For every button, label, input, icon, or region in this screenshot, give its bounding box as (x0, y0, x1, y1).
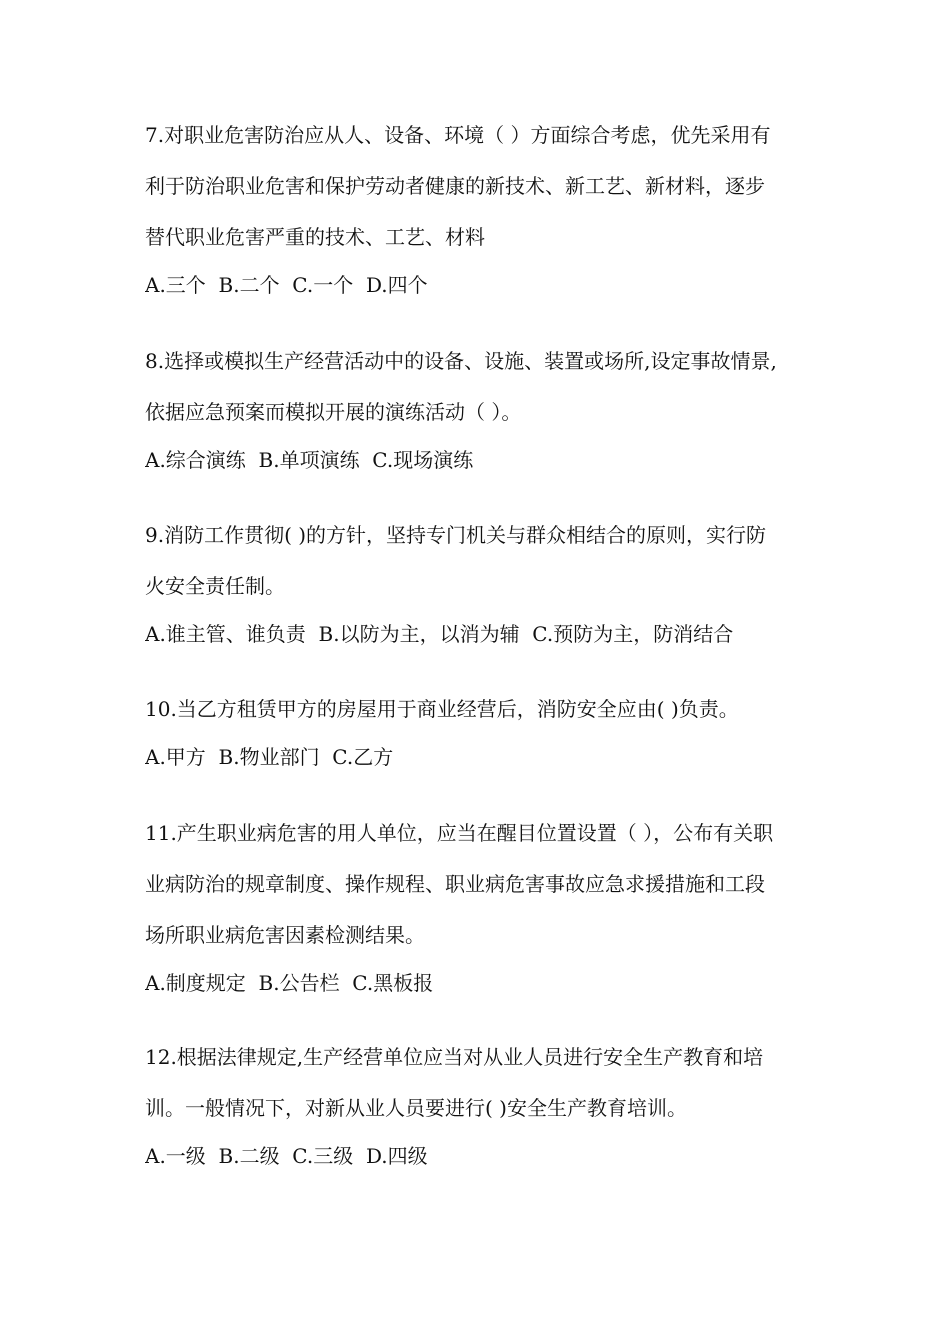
question-stem-line: 场所职业病危害因素检测结果。 (145, 923, 425, 947)
question-stem-line: 11.产生职业病危害的用人单位，应当在醒目位置设置（ ），公布有关职 (145, 821, 774, 845)
question-stem-line: 依据应急预案而模拟开展的演练活动（ ）。 (145, 400, 522, 424)
question-options: A.谁主管、谁负责 B.以防为主，以消为辅 C.预防为主，防消结合 (145, 622, 734, 646)
question-stem-line: 训。一般情况下，对新从业人员要进行( )安全生产教育培训。 (145, 1096, 687, 1120)
question-7 (145, 110, 815, 307)
question-options: A.三个 B.二个 C.一个 D.四个 (145, 273, 428, 297)
question-stem-line: 业病防治的规章制度、操作规程、职业病危害事故应急求援措施和工段 (145, 872, 765, 896)
question-stem-line: 12.根据法律规定,生产经营单位应当对从业人员进行安全生产教育和培 (145, 1045, 764, 1069)
question-options: A.制度规定 B.公告栏 C.黑板报 (145, 971, 434, 995)
question-12 (145, 1032, 815, 1178)
question-10 (145, 684, 815, 779)
question-stem-line: 7.对职业危害防治应从人、设备、环境（ ）方面综合考虑，优先采用有 (145, 123, 771, 147)
question-stem-line: 利于防治职业危害和保护劳动者健康的新技术、新工艺、新材料，逐步 (145, 174, 765, 198)
question-stem-line: 9.消防工作贯彻( )的方针，坚持专门机关与群众相结合的原则，实行防 (145, 523, 767, 547)
question-stem-line: 火安全责任制。 (145, 574, 285, 598)
question-stem-line: 8.选择或模拟生产经营活动中的设备、设施、装置或场所,设定事故情景, (145, 349, 777, 373)
question-options: A.一级 B.二级 C.三级 D.四级 (145, 1144, 428, 1168)
question-11 (145, 808, 815, 1005)
question-options: A.综合演练 B.单项演练 C.现场演练 (145, 448, 474, 472)
question-9 (145, 510, 815, 656)
question-8 (145, 336, 815, 482)
question-options: A.甲方 B.物业部门 C.乙方 (145, 745, 394, 769)
question-stem-line: 替代职业危害严重的技术、工艺、材料 (145, 225, 485, 249)
question-stem-line: 10.当乙方租赁甲方的房屋用于商业经营后，消防安全应由( )负责。 (145, 697, 739, 721)
